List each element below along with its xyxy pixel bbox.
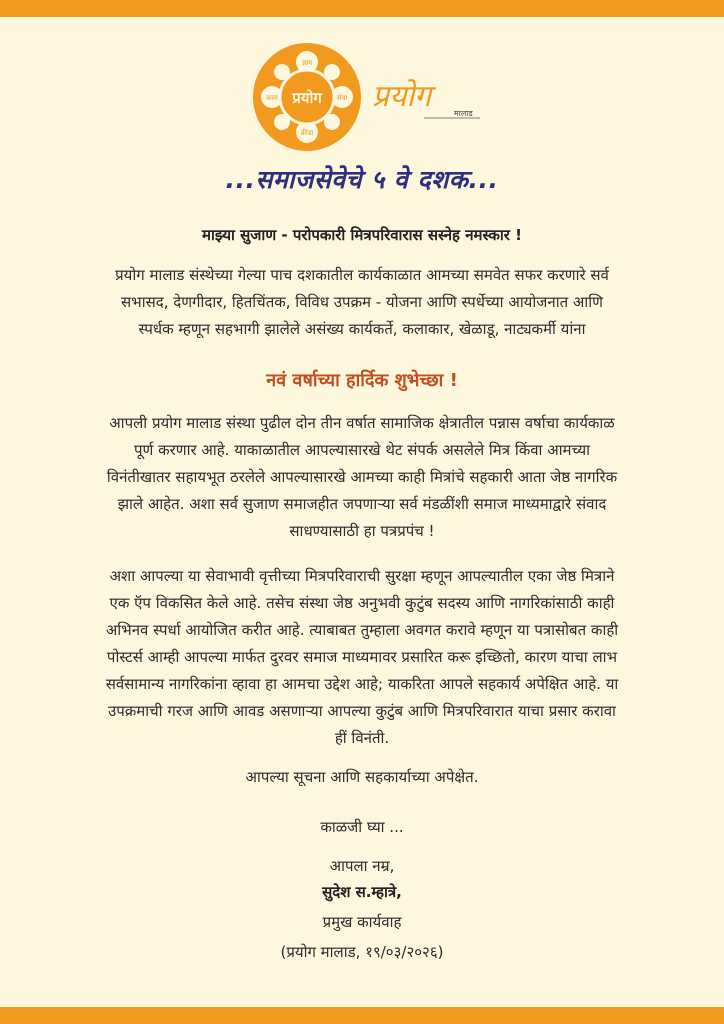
prayog-emblem-logo: [252, 42, 362, 152]
logo-row: [0, 42, 724, 152]
take-care-line: काळजी घ्या ...: [320, 818, 404, 836]
emblem-petal-text: सेवा: [336, 94, 348, 102]
emblem-petal-text: कला: [266, 94, 278, 102]
text-line: अशा आपल्या या सेवाभावी वृत्तीच्या मित्रपरिवाराची सुरक्षा म्हणून आपल्यातील एका जेष्ठ मित्राने: [109, 567, 615, 585]
signer-role: प्रमुख कार्यवाह: [322, 913, 402, 931]
text-line: झाले आहेत. अशा सर्व सुजाण समाजहीत जपणाऱ्या सर्व मंडळींशी समाज माध्यमाद्वारे संवाद: [117, 495, 607, 513]
text-line: आपली प्रयोग मालाड संस्था पुढील दोन तीन वर्षात सामाजिक क्षेत्रातील पन्नास वर्षाचा कार्यकाळ: [109, 414, 615, 432]
script-logo-name: प्रयोग: [372, 79, 432, 114]
text-line: पोस्टर्स आम्ही आपल्या मार्फत दुरवर समाज माध्यमावर प्रसारित करू इच्छितो, कारण याचा लाभ: [106, 648, 618, 666]
prayog-script-logo: [368, 68, 486, 130]
paragraph-purpose: [36, 410, 688, 545]
text-line: साधण्यासाठी हा पत्रप्रपंच !: [289, 522, 435, 540]
emblem-center-text: प्रयोग: [292, 89, 322, 107]
text-line: विनंतीखातर सहायभूत ठरलेले आपल्यासारखे आमच्या काही मित्रांचे सहकारी आता जेष्ठ नागरिक: [106, 468, 618, 486]
text-line: उपक्रमाची गरज आणि आवड असणाऱ्या आपल्या कुटुंब आणि मित्रपरिवारात याचा प्रसार करावा: [108, 702, 616, 720]
greeting: माझ्या सुजाण - परोपकारी मित्रपरिवारास सस्नेह नमस्कार !: [202, 226, 522, 244]
place-date: (प्रयोग मालाड, १९/०३/२०२६): [280, 943, 444, 961]
text-line: प्रयोग मालाड संस्थेच्या गेल्या पाच दशकातील कार्यकाळात आमच्या समवेत सफर करणारे सर्व: [115, 266, 609, 284]
paragraph-audience: [36, 262, 688, 343]
text-line: एक ऍप विकसित केले आहे. तसेच संस्था जेष्ठ अनुभवी कुटुंब सदस्य आणि नागरिकांसाठी काही: [109, 594, 615, 612]
text-line: सभासद, देणगीदार, हितचिंतक, विविध उपक्रम - योजना आणि स्पर्धेच्या आयोजनात आणि: [121, 293, 603, 311]
new-year-wishes: नवं वर्षाच्या हार्दिक शुभेच्छा !: [266, 370, 458, 391]
emblem-petal-text: क्रीडा: [300, 129, 314, 137]
script-logo-sub: मालाड: [454, 109, 473, 118]
bottom-orange-band: [0, 1007, 724, 1024]
emblem-petal-text: ज्ञान: [301, 59, 313, 67]
valediction: आपला नम्र,: [329, 857, 395, 875]
text-line: स्पर्धक म्हणून सहभागी झालेले असंख्य कार्यकर्ते, कलाकार, खेळाडू, नाट्यकर्मी यांना: [138, 320, 586, 338]
headline: ...समाजसेवेचे ५ वे दशक...: [225, 165, 499, 194]
text-line: सर्वसामान्य नागरिकांना व्हावा हा आमचा उद्देश आहे; याकरिता आपले सहकार्य अपेक्षित आहे. या: [105, 675, 619, 693]
text-line: हीं विनंती.: [334, 729, 390, 747]
closing-line: आपल्या सूचना आणि सहकार्याच्या अपेक्षेत.: [245, 768, 479, 786]
paragraph-request: [36, 563, 688, 752]
signer-name: सुदेश स.म्हात्रे,: [322, 883, 402, 901]
text-line: पूर्ण करणार आहे. याकाळातील आपल्यासारखे थेट संपर्क असलेले मित्र किंवा आमच्या: [133, 441, 591, 459]
text-line: अभिनव स्पर्धा आयोजित करीत आहे. त्याबाबत तुम्हाला अवगत करावे म्हणून या पत्रासोबत काही: [105, 621, 619, 639]
top-orange-band: [0, 0, 724, 17]
